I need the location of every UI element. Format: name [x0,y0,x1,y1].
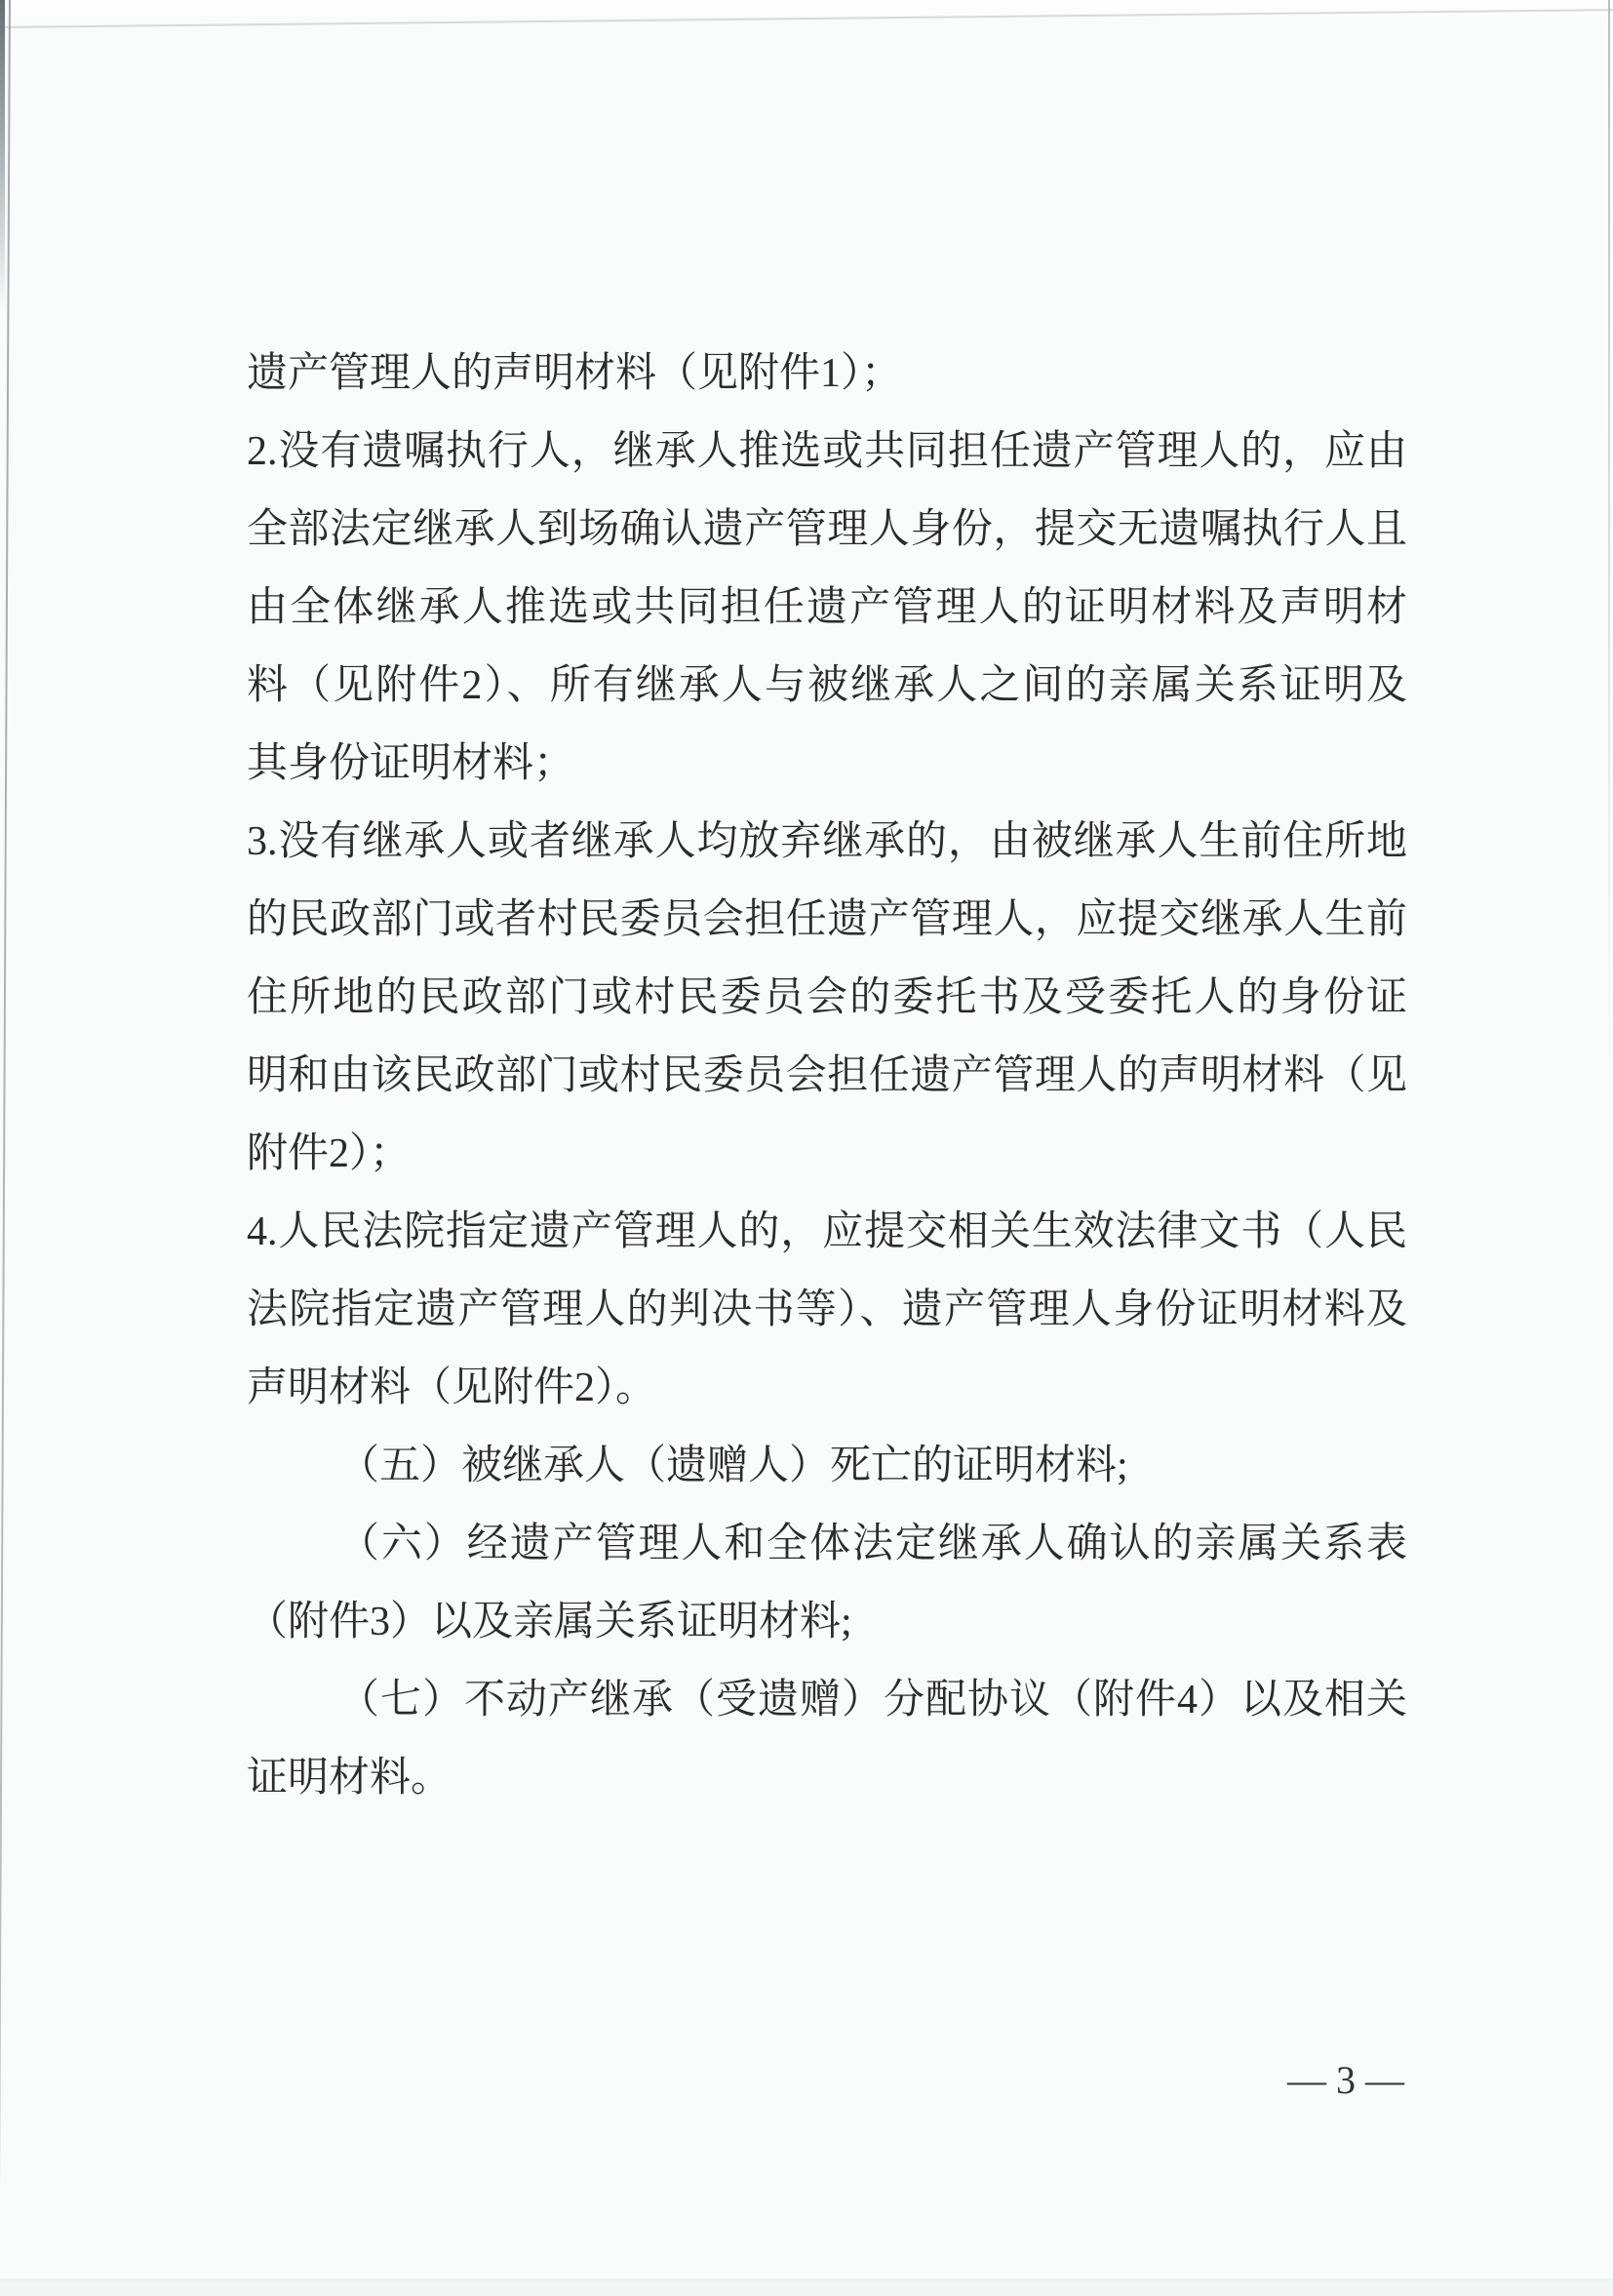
text-line: 声明材料（见附件2）。 [247,1366,657,1410]
text-line: 料（见附件2）、所有继承人与被继承人之间的亲属关系证明及 [247,663,1407,708]
text-line: （附件3）以及亲属关系证明材料; [247,1600,852,1644]
text-line: 全部法定继承人到场确认遗产管理人身份，提交无遗嘱执行人且 [247,507,1407,552]
text-line: 住所地的民政部门或村民委员会的委托书及受委托人的身份证 [247,975,1407,1020]
text-line: （六）经遗产管理人和全体法定继承人确认的亲属关系表 [338,1522,1407,1566]
scan-right-edge-line [1608,0,1610,1073]
text-line: 由全体继承人推选或共同担任遗产管理人的证明材料及声明材 [247,585,1407,630]
page-number: — 3 — [1287,2058,1404,2102]
text-line: 明和由该民政部门或村民委员会担任遗产管理人的声明材料（见 [247,1053,1407,1098]
text-line: 附件2）； [247,1131,412,1176]
text-line: （七）不动产继承（受遗赠）分配协议（附件4）以及相关 [338,1678,1407,1722]
text-line: （五）被继承人（遗赠人）死亡的证明材料; [338,1444,1128,1488]
text-line: 4.人民法院指定遗产管理人的，应提交相关生效法律文书（人民 [247,1209,1407,1254]
text-line: 3.没有继承人或者继承人均放弃继承的，由被继承人生前住所地 [247,819,1407,864]
text-line: 法院指定遗产管理人的判决书等）、遗产管理人身份证明材料及 [247,1287,1407,1332]
text-line: 的民政部门或者村民委员会担任遗产管理人，应提交继承人生前 [247,897,1407,942]
text-line: 其身份证明材料； [247,741,575,786]
scan-bottom-strip [0,2278,1613,2282]
text-line: 2.没有遗嘱执行人，继承人推选或共同担任遗产管理人的，应由 [247,429,1407,474]
text-line: 遗产管理人的声明材料（见附件1）； [247,351,903,396]
text-line: 证明材料。 [247,1756,452,1801]
scan-left-edge-line [0,0,11,2296]
scan-left-corner-shadow [0,0,5,312]
